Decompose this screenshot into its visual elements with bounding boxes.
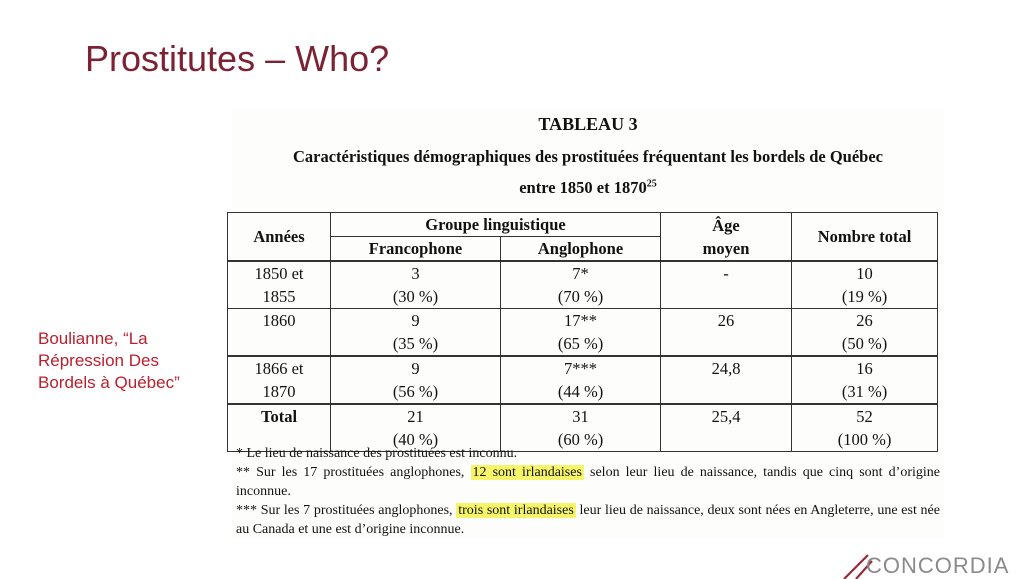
table-label: TABLEAU 3	[538, 114, 638, 134]
table-caption-line2	[232, 178, 944, 198]
header-anglophone: Anglophone	[501, 237, 661, 262]
footnote-1: * Le lieu de naissance des prostituées est inconnu.	[236, 446, 518, 461]
anglophone-count: 31	[572, 407, 589, 426]
anglophone-count: 7***	[564, 359, 597, 378]
anglophone-percent: (65 %)	[557, 334, 604, 353]
cell-francophone	[331, 356, 501, 404]
cell-total	[792, 309, 938, 357]
anglophone-count: 17**	[564, 311, 597, 330]
table-caption-line1: Caractéristiques démographiques des prostituées fréquentant les bordels de Québec	[292, 147, 883, 166]
cell-average-age: 24,8	[661, 356, 792, 404]
concordia-logo	[842, 549, 1024, 579]
cell-years	[228, 356, 331, 404]
table-row	[228, 261, 938, 309]
total-count: 26	[856, 311, 873, 330]
cell-francophone	[331, 309, 501, 357]
highlighted-text: 12 sont irlandaises	[472, 465, 582, 480]
francophone-count: 9	[411, 311, 420, 330]
francophone-percent: (35 %)	[392, 334, 439, 353]
year-line1: 1866 et	[254, 359, 304, 378]
logo-text: CONCORDIA	[866, 553, 1010, 578]
cell-average-age: 25,4	[661, 404, 792, 452]
cell-years	[228, 261, 331, 309]
header-average-age	[661, 213, 792, 262]
year-line2: 1870	[262, 382, 296, 401]
total-count: 10	[856, 264, 873, 283]
demographics-table	[227, 212, 938, 452]
header-average-age-line1: Âge	[712, 215, 740, 235]
table-row	[228, 356, 938, 404]
slide-title: Prostitutes – Who?	[85, 38, 390, 79]
total-percent: (100 %)	[837, 430, 892, 449]
scanned-table-image	[232, 108, 944, 538]
table-row	[228, 309, 938, 357]
year-line2: 1855	[262, 287, 296, 306]
cell-years	[228, 309, 331, 357]
total-percent: (31 %)	[841, 382, 888, 401]
francophone-percent: (40 %)	[392, 430, 439, 449]
footnote-ref: 25	[646, 178, 657, 190]
header-francophone: Francophone	[331, 237, 501, 262]
citation-text: Boulianne, “La Répression Des Bordels à Québec”	[38, 329, 180, 392]
footnote-2-before: ** Sur les 17 prostituées anglophones,	[236, 465, 471, 480]
table-footnotes	[236, 444, 940, 539]
footnote-3-before: *** Sur les 7 prostituées anglophones,	[236, 503, 457, 518]
francophone-count: 21	[407, 407, 424, 426]
anglophone-percent: (70 %)	[557, 287, 604, 306]
anglophone-percent: (60 %)	[557, 430, 604, 449]
year-line1: Total	[260, 407, 298, 426]
total-count: 52	[856, 407, 873, 426]
year-line1: 1850 et	[254, 264, 304, 283]
francophone-count: 3	[411, 264, 420, 283]
cell-average-age: 26	[661, 309, 792, 357]
francophone-count: 9	[411, 359, 420, 378]
anglophone-count: 7*	[572, 264, 589, 283]
cell-anglophone	[501, 356, 661, 404]
header-years: Années	[228, 213, 331, 262]
year-line1: 1860	[262, 311, 296, 330]
cell-total	[792, 356, 938, 404]
footnote-3	[236, 501, 940, 539]
cell-francophone	[331, 261, 501, 309]
total-percent: (50 %)	[841, 334, 888, 353]
footnote-3-after: leur lieu de naissance, deux sont nées en Angleterre, une est née au Canada et une est d’origine inconnue.	[236, 503, 940, 537]
francophone-percent: (30 %)	[392, 287, 439, 306]
cell-anglophone	[501, 261, 661, 309]
cell-average-age: -	[661, 261, 792, 309]
cell-total	[792, 261, 938, 309]
header-total-count: Nombre total	[792, 213, 938, 262]
footnote-2	[236, 463, 940, 501]
total-count: 16	[856, 359, 873, 378]
header-average-age-line2: moyen	[702, 238, 750, 258]
anglophone-percent: (44 %)	[557, 382, 604, 401]
header-linguistic-group: Groupe linguistique	[331, 213, 661, 237]
footnote-2-after: selon leur lieu de naissance, tandis que cinq sont d’origine inconnue.	[236, 465, 940, 499]
table-caption-line2-text: entre 1850 et 1870	[519, 178, 647, 197]
highlighted-text: trois sont irlandaises	[458, 503, 574, 518]
francophone-percent: (56 %)	[392, 382, 439, 401]
cell-anglophone	[501, 309, 661, 357]
total-percent: (19 %)	[841, 287, 888, 306]
